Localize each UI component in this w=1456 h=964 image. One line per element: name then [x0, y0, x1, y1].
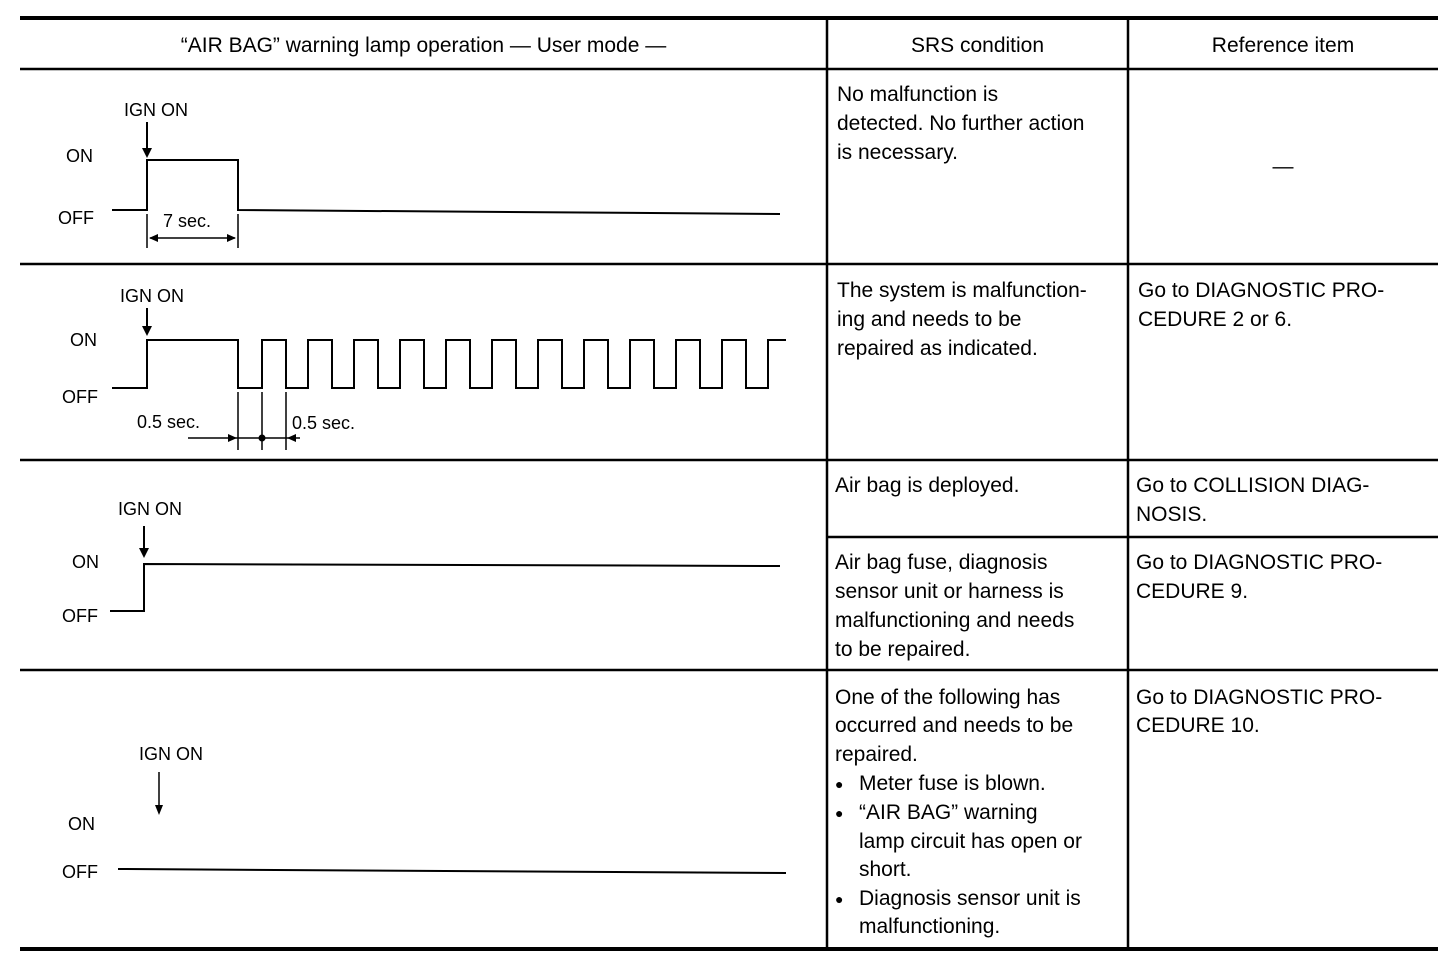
reference-line: CEDURE 10.: [1136, 714, 1260, 737]
bullet-item-continued: malfunctioning.: [859, 915, 1001, 938]
ign-on-label: IGN ON: [124, 100, 189, 120]
bullet-item-continued: lamp circuit has open or: [859, 830, 1082, 853]
condition-line: is necessary.: [837, 141, 958, 164]
reference-line: Go to DIAGNOSTIC PRO-: [1138, 279, 1385, 302]
condition-line: detected. No further action: [837, 112, 1085, 135]
waveform-row1: [112, 122, 780, 248]
ign-on-label: IGN ON: [120, 286, 185, 306]
condition-line: ing and needs to be: [837, 308, 1022, 331]
ign-on-label: IGN ON: [118, 499, 183, 519]
condition-line: to be repaired.: [835, 638, 971, 661]
header-reference: Reference item: [1211, 34, 1355, 57]
condition-line: One of the following has: [835, 686, 1061, 709]
on-label: ON: [72, 552, 99, 572]
on-label: ON: [68, 814, 95, 834]
condition-line: occurred and needs to be: [835, 714, 1074, 737]
reference-line: Go to DIAGNOSTIC PRO-: [1136, 686, 1383, 709]
low-time-label: 0.5 sec.: [137, 412, 201, 432]
duration-label: 7 sec.: [163, 211, 212, 231]
off-label: OFF: [62, 862, 98, 882]
waveform-row3: [110, 526, 780, 611]
off-label: OFF: [62, 606, 98, 626]
reference-line: CEDURE 9.: [1136, 580, 1249, 603]
condition-line: Air bag fuse, diagnosis: [835, 551, 1048, 574]
reference-line: NOSIS.: [1136, 503, 1208, 526]
condition-line: No malfunction is: [837, 83, 999, 106]
off-label: OFF: [62, 387, 98, 407]
header-operation: “AIR BAG” warning lamp operation — User mode —: [180, 34, 667, 57]
on-label: ON: [70, 330, 97, 350]
high-time-label: 0.5 sec.: [292, 413, 356, 433]
bullet-item: ● Meter fuse is blown.: [859, 769, 1046, 798]
waveform-row2: [112, 308, 786, 450]
bullet-item-continued: short.: [859, 858, 912, 881]
condition-line: malfunctioning and needs: [835, 609, 1075, 632]
bullet-item: ● “AIR BAG” warning: [859, 798, 1038, 827]
on-label: ON: [66, 146, 93, 166]
condition-line: sensor unit or harness is: [835, 580, 1064, 603]
condition-line: Air bag is deployed.: [835, 474, 1020, 497]
bullet-item: ● Diagnosis sensor unit is: [859, 884, 1081, 913]
condition-line: The system is malfunction-: [837, 279, 1087, 302]
reference-line: CEDURE 2 or 6.: [1138, 308, 1293, 331]
ign-on-label: IGN ON: [139, 744, 204, 764]
condition-line: repaired.: [835, 743, 918, 766]
header-condition: SRS condition: [910, 34, 1045, 57]
reference-line: Go to DIAGNOSTIC PRO-: [1136, 551, 1383, 574]
waveform-row4: [118, 772, 786, 873]
reference-line: Go to COLLISION DIAG-: [1136, 474, 1370, 497]
off-label: OFF: [58, 208, 94, 228]
reference-dash: —: [1272, 155, 1294, 178]
condition-line: repaired as indicated.: [837, 337, 1038, 360]
